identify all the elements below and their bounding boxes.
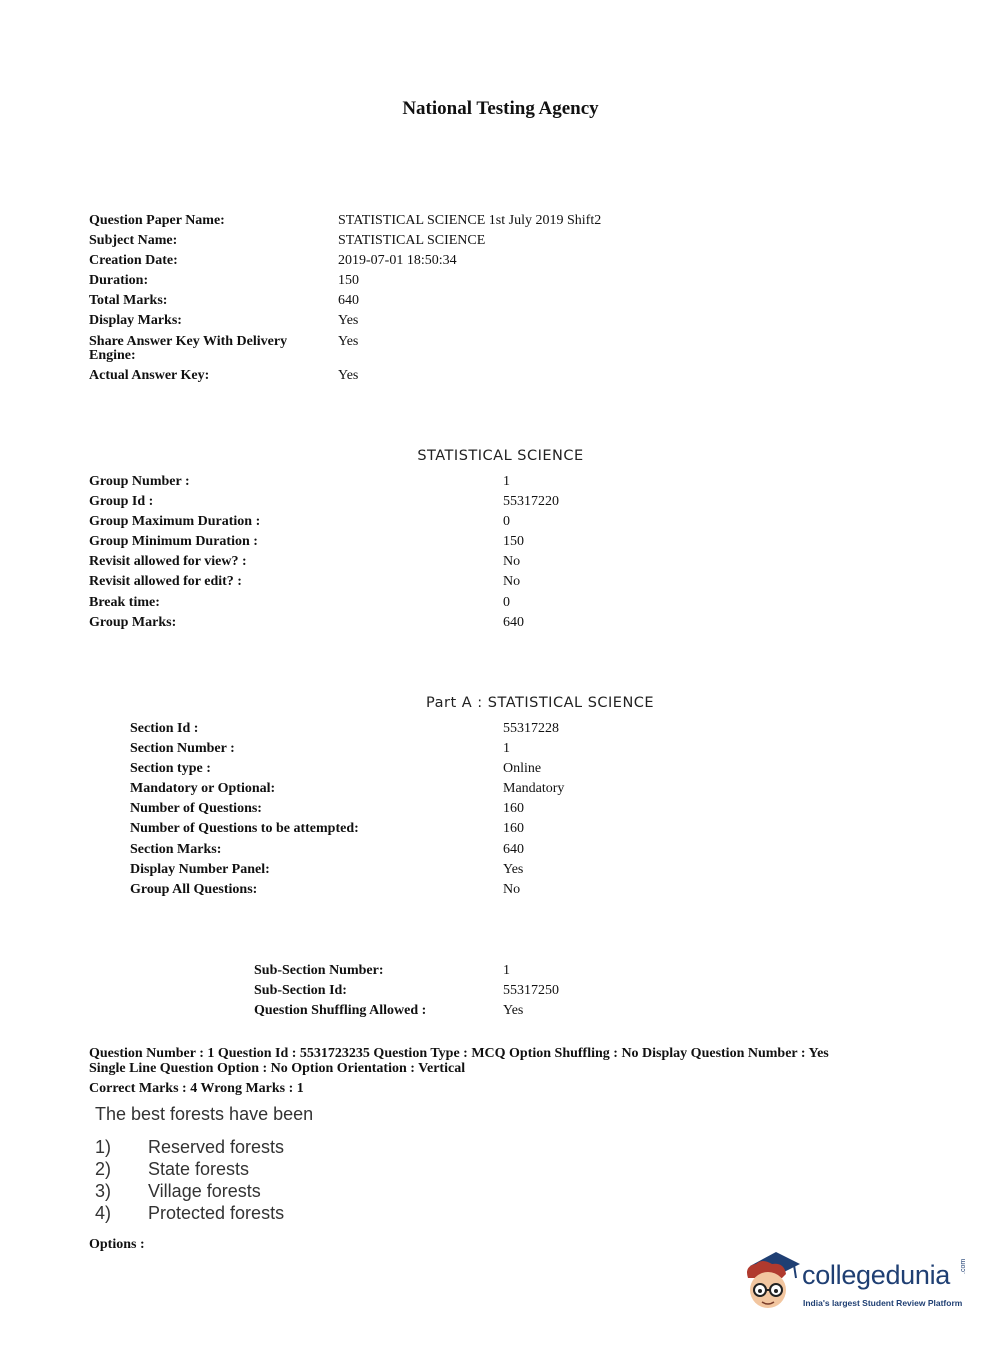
section-label: Section Marks: [130, 842, 222, 857]
option-text: Protected forests [148, 1203, 285, 1223]
question-meta-cont: Single Line Question Option : No Option Orientation : Vertical [89, 1061, 466, 1076]
group-value: 1 [503, 474, 510, 489]
paper-info-label: Total Marks: [89, 293, 168, 308]
group-label: Group Minimum Duration : [89, 534, 258, 549]
paper-info-value: 2019-07-01 18:50:34 [338, 253, 457, 268]
group-label: Revisit allowed for view? : [89, 554, 247, 569]
paper-info-label: Creation Date: [89, 253, 178, 268]
subsection-value: Yes [503, 1003, 524, 1018]
brand-tagline: India's largest Student Review Platform [803, 1298, 963, 1308]
section-label: Number of Questions: [130, 801, 262, 816]
question-meta: Question Number : 1 Question Id : 5531723235 Question Type : MCQ Option Shuffling : No Display Question Number : Yes [89, 1046, 829, 1061]
paper-info-value: STATISTICAL SCIENCE 1st July 2019 Shift2 [338, 213, 602, 228]
section-label: Section Id : [130, 721, 199, 736]
section-value: No [503, 882, 521, 897]
group-label: Revisit allowed for edit? : [89, 574, 242, 589]
section-value: 160 [503, 821, 524, 836]
option-number: 4) [95, 1203, 112, 1223]
option-text: Reserved forests [148, 1137, 285, 1157]
section-label: Section type : [130, 761, 211, 776]
section-heading: Part A : STATISTICAL SCIENCE [426, 695, 655, 711]
paper-info-value: Yes [338, 334, 359, 349]
group-value: 0 [503, 514, 510, 529]
group-value: 150 [503, 534, 524, 549]
options-label: Options : [89, 1237, 145, 1252]
question-text: The best forests have been [95, 1104, 314, 1124]
option-text: Village forests [148, 1181, 261, 1201]
paper-info-value: Yes [338, 368, 359, 383]
paper-info-label: Subject Name: [89, 233, 178, 248]
group-value: 55317220 [503, 494, 559, 509]
group-label: Group Number : [89, 474, 190, 489]
section-label: Display Number Panel: [130, 862, 270, 877]
paper-info-value: 640 [338, 293, 359, 308]
group-label: Break time: [89, 595, 160, 610]
collegedunia-logo [742, 1248, 972, 1318]
group-value: 640 [503, 615, 524, 630]
section-label: Number of Questions to be attempted: [130, 821, 359, 836]
option-number: 1) [95, 1137, 112, 1157]
group-heading: STATISTICAL SCIENCE [417, 448, 584, 464]
subsection-label: Sub-Section Number: [254, 963, 384, 978]
group-value: No [503, 554, 521, 569]
brand-suffix: .com [960, 1258, 967, 1274]
section-label: Section Number : [130, 741, 235, 756]
subsection-label: Question Shuffling Allowed : [254, 1003, 427, 1018]
group-label: Group Id : [89, 494, 154, 509]
section-label: Mandatory or Optional: [130, 781, 276, 796]
section-value: Yes [503, 862, 524, 877]
group-value: No [503, 574, 521, 589]
paper-info-value: STATISTICAL SCIENCE [338, 233, 486, 248]
section-value: 55317228 [503, 721, 559, 736]
page-title: National Testing Agency [402, 98, 599, 119]
option-number: 3) [95, 1181, 112, 1201]
subsection-value: 1 [503, 963, 510, 978]
section-label: Group All Questions: [130, 882, 258, 897]
subsection-value: 55317250 [503, 983, 559, 998]
brand-name: collegedunia [802, 1260, 951, 1290]
paper-info-label: Question Paper Name: [89, 213, 225, 228]
group-label: Group Marks: [89, 615, 177, 630]
paper-info-label: Display Marks: [89, 313, 182, 328]
section-value: Online [503, 761, 542, 776]
option-number: 2) [95, 1159, 112, 1179]
paper-info-label: Duration: [89, 273, 149, 288]
question-marks: Correct Marks : 4 Wrong Marks : 1 [89, 1081, 304, 1096]
paper-info-value: Yes [338, 313, 359, 328]
group-label: Group Maximum Duration : [89, 514, 261, 529]
paper-info-label: Share Answer Key With Delivery [89, 334, 288, 349]
paper-info-label-cont: Engine: [89, 348, 136, 363]
group-value: 0 [503, 595, 510, 610]
option-text: State forests [148, 1159, 250, 1179]
mascot-icon [742, 1248, 802, 1312]
section-value: 160 [503, 801, 524, 816]
subsection-label: Sub-Section Id: [254, 983, 347, 998]
section-value: 640 [503, 842, 524, 857]
section-value: Mandatory [503, 781, 565, 796]
section-value: 1 [503, 741, 510, 756]
paper-info-value: 150 [338, 273, 359, 288]
paper-info-label: Actual Answer Key: [89, 368, 210, 383]
